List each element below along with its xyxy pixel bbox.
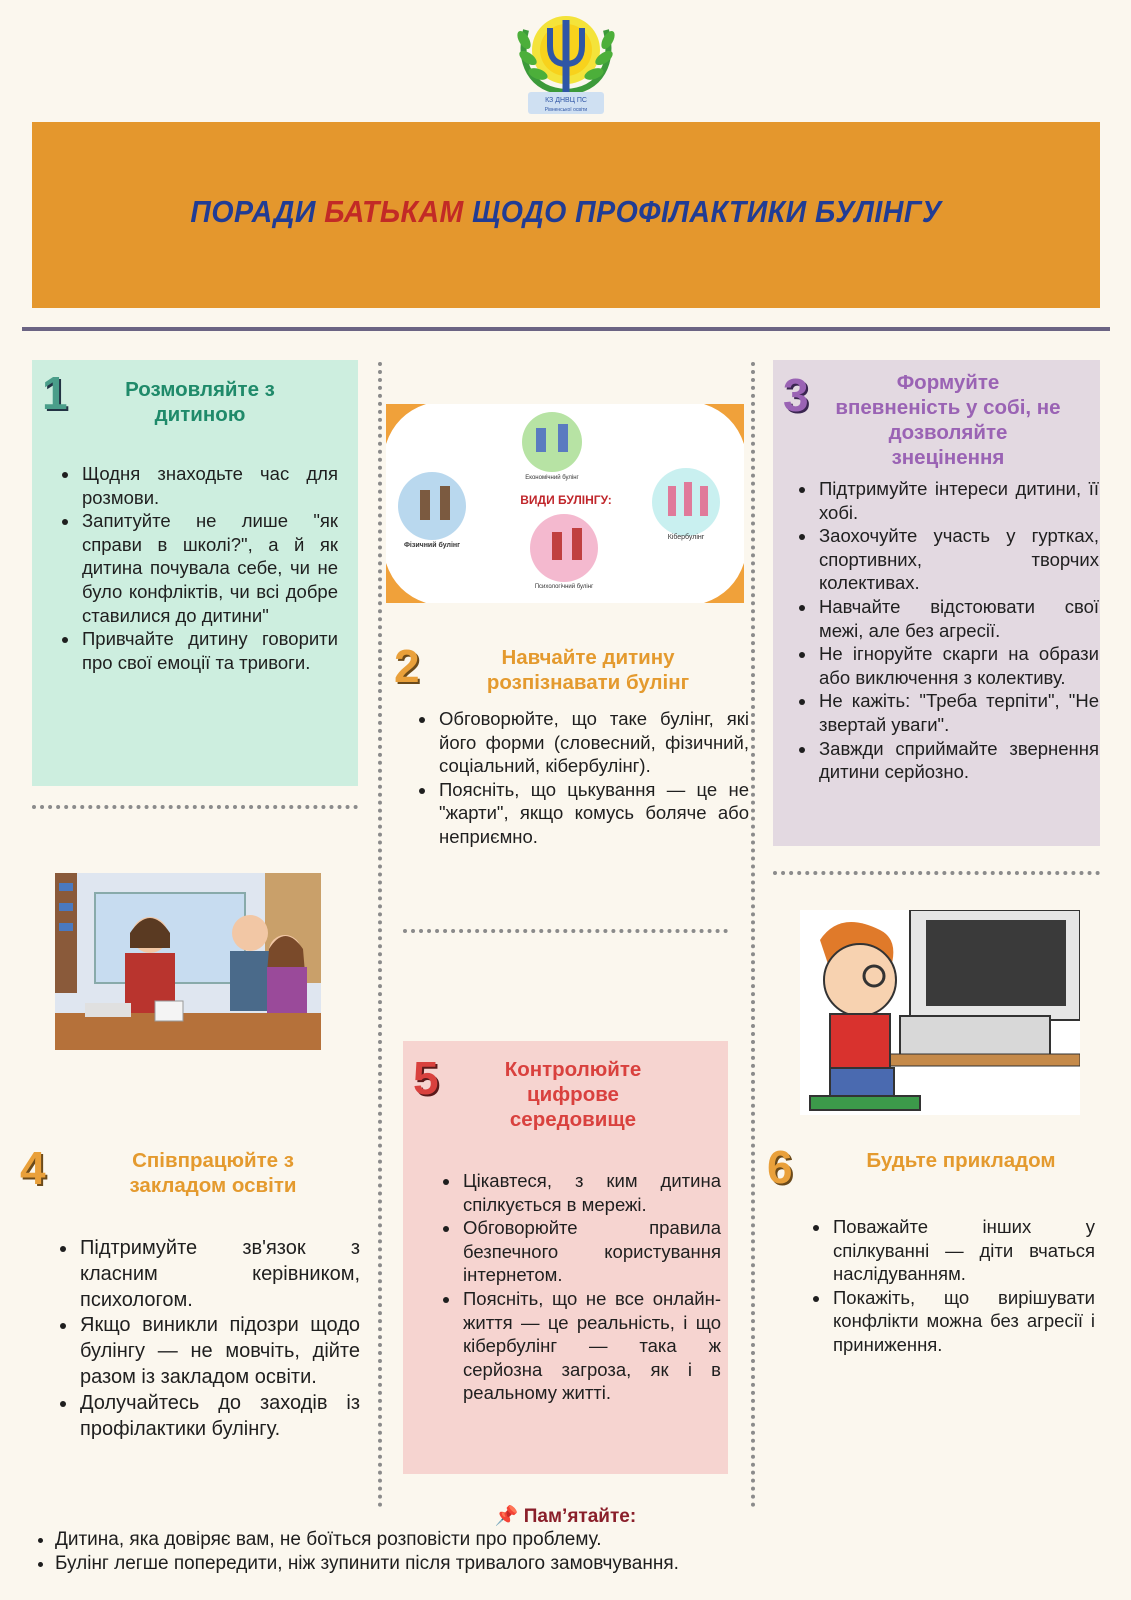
list-item: • Цікавтеся, з ким дитина спілкується в мережі. bbox=[461, 1169, 721, 1216]
list-item: • Заохочуйте участь у гуртках, спортивних, творчих колективах. bbox=[817, 524, 1099, 595]
label-economic: Економічний булінг bbox=[525, 475, 579, 481]
card-section-5 bbox=[403, 1041, 728, 1474]
title-part-2: БАТЬКАМ bbox=[324, 194, 464, 229]
label-psychological: Психологічний булінг bbox=[534, 584, 594, 590]
footer-list bbox=[35, 1528, 1095, 1576]
section-1-number: 1 bbox=[42, 367, 68, 419]
header-divider bbox=[22, 327, 1110, 331]
title-banner bbox=[32, 122, 1100, 308]
section-6-number: 6 bbox=[767, 1141, 793, 1193]
list-item: • Долучайтесь до заходів із профілактики булінгу. bbox=[78, 1391, 360, 1443]
list-item: • Поясніть, що цькування — це не "жарти", якщо комусь боляче або неприємно. bbox=[437, 778, 749, 849]
list-item: • Дитина, яка довіряє вам, не боїться розповісти про проблему. bbox=[55, 1528, 1095, 1552]
logo-emblem-icon bbox=[500, 6, 632, 118]
bullying-types-heading: ВИДИ БУЛІНГУ: bbox=[520, 493, 612, 507]
list-item: • Привчайте дитину говорити про свої емоції та тривоги. bbox=[80, 627, 338, 674]
logo bbox=[500, 6, 632, 118]
list-item: • Покажіть, що вирішувати конфлікти можна без агресії і приниження. bbox=[831, 1286, 1095, 1357]
list-item: • Обговорюйте правила безпечного користування інтернетом. bbox=[461, 1216, 721, 1287]
section-6-heading: Будьте прикладом bbox=[866, 1149, 1056, 1172]
list-item: • Не кажіть: "Треба терпіти", "Не звертай уваги". bbox=[817, 689, 1099, 736]
section-2-number: 2 bbox=[394, 640, 420, 692]
child-computer-image bbox=[800, 910, 1080, 1115]
list-item: • Поясніть, що не все онлайн-життя — це реальність, і що кібербулінг — така ж серйозна загроза, як і в реальному житті. bbox=[461, 1287, 721, 1405]
list-item: • Булінг легше попередити, ніж зупинити після тривалого замовчування. bbox=[55, 1552, 1095, 1576]
list-item: • Завжди сприймайте звернення дитини серйозно. bbox=[817, 737, 1099, 784]
list-item: • Обговорюйте, що таке булінг, які його форми (словесний, фізичний, соціальний, кібербулінг). bbox=[437, 707, 749, 778]
list-item: • Якщо виникли підозри щодо булінгу — не мовчіть, дійте разом із закладом освіти. bbox=[78, 1313, 360, 1390]
bullying-types-image bbox=[386, 404, 744, 603]
list-item: • Навчайте відстоювати свої межі, але без агресії. bbox=[817, 595, 1099, 642]
logo-caption-2: Рівненської освіти bbox=[544, 107, 588, 113]
list-item: • Поважайте інших у спілкуванні — діти вчаться наслідуванням. bbox=[831, 1215, 1095, 1286]
row-divider-middle bbox=[403, 929, 728, 933]
parents-teacher-image bbox=[55, 873, 321, 1050]
list-item: • Підтримуйте зв'язок з класним керівником, психологом. bbox=[78, 1236, 360, 1313]
section-3-heading: Формуйте впевненість у собі, не дозволяйте знецінення bbox=[835, 371, 1061, 469]
section-5-number: 5 bbox=[413, 1052, 439, 1104]
column-divider-left bbox=[378, 362, 382, 1508]
section-4-number: 4 bbox=[20, 1142, 46, 1194]
label-physical: Фізичний булінг bbox=[403, 542, 461, 549]
section-3-list bbox=[797, 477, 1099, 784]
section-3-number: 3 bbox=[783, 369, 809, 421]
section-5-heading: Контролюйте цифрове середовище bbox=[504, 1058, 642, 1131]
row-divider-left bbox=[32, 805, 358, 809]
label-cyber: Кібербулінг bbox=[667, 534, 705, 541]
column-divider-right bbox=[751, 362, 755, 1508]
list-item: • Запитуйте не лише "як справи в школі?", а й як дитина почувала себе, чи не було конфліктів, чи всі добре ставилися до дитини" bbox=[80, 509, 338, 627]
section-4-heading: Співпрацюйте з закладом освіти bbox=[129, 1149, 297, 1197]
section-2-list bbox=[417, 707, 749, 849]
section-6-list bbox=[811, 1215, 1095, 1357]
section-1-list bbox=[60, 462, 338, 674]
list-item: • Щодня знаходьте час для розмови. bbox=[80, 462, 338, 509]
list-item: • Не ігноруйте скарги на образи або виключення з колективу. bbox=[817, 642, 1099, 689]
card-section-1 bbox=[32, 360, 358, 786]
list-item: • Підтримуйте інтереси дитини, її хобі. bbox=[817, 477, 1099, 524]
pin-icon: 📌 bbox=[494, 1506, 519, 1527]
title-part-3: ЩОДО ПРОФІЛАКТИКИ БУЛІНГУ bbox=[463, 194, 942, 229]
footer-title-text: Пам’ятайте: bbox=[523, 1506, 637, 1527]
section-5-list bbox=[441, 1169, 721, 1405]
row-divider-right bbox=[773, 871, 1100, 875]
card-section-3 bbox=[773, 360, 1100, 846]
section-2-heading: Навчайте дитину розпізнавати булінг bbox=[486, 646, 690, 694]
logo-caption-1: КЗ ДНВЦ ПС bbox=[545, 97, 587, 104]
section-1-heading: Розмовляйте з дитиною bbox=[125, 378, 275, 426]
title-part-1: ПОРАДИ bbox=[190, 194, 325, 229]
page-title bbox=[75, 194, 1058, 230]
footer-title bbox=[0, 1504, 1131, 1528]
section-4-list bbox=[58, 1236, 360, 1442]
